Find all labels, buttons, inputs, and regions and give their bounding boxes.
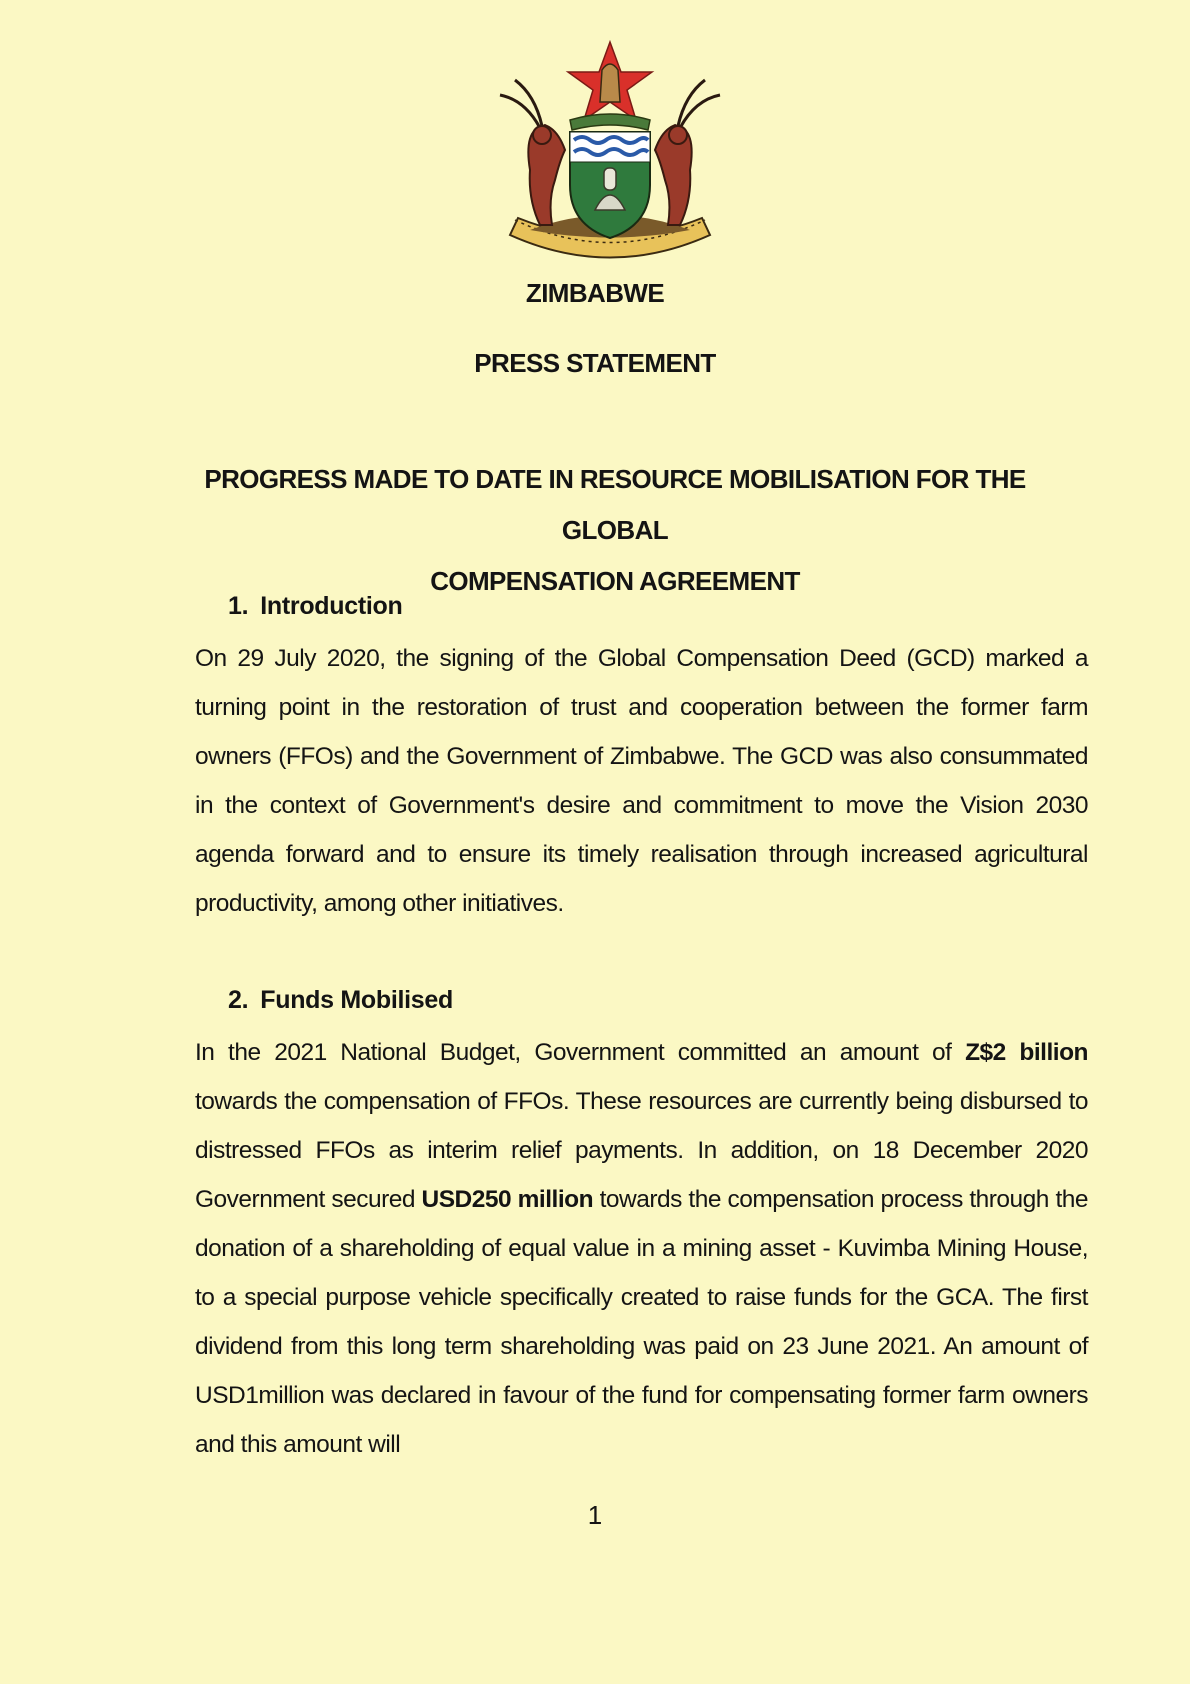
paragraph-text: towards the compensation process through the donation of a shareholding of equal value in a mining asset - Kuvimba Mining House, to a special purpose vehicle specifically created to raise funds for the GCA. The first dividend from this long term shareholding was paid on 23 June 2021. An amount of USD1million was declared in favour of the fund for compensating former farm owners and this amount will bbox=[195, 1186, 1089, 1458]
section-heading-funds-mobilised bbox=[228, 986, 453, 1015]
title-line-1: PROGRESS MADE TO DATE IN RESOURCE MOBILISATION FOR THE GLOBAL bbox=[204, 464, 1026, 545]
page-number: 1 bbox=[587, 1500, 603, 1530]
coat-of-arms-emblem bbox=[470, 40, 750, 270]
funds-mobilised-paragraph bbox=[195, 1028, 1088, 1469]
country-name: ZIMBABWE bbox=[525, 278, 665, 308]
title-line-2: COMPENSATION AGREEMENT bbox=[430, 566, 800, 596]
section-heading-text: Introduction bbox=[260, 592, 403, 620]
introduction-paragraph: On 29 July 2020, the signing of the Global Compensation Deed (GCD) marked a turning point in the restoration of trust and cooperation between the former farm owners (FFOs) and the Government of Zimbabwe. The GCD was also consummated in the context of Government's desire and commitment to move the Vision 2030 agenda forward and to ensure its timely realisation through increased agricultural productivity, among other initiatives. bbox=[195, 645, 1088, 917]
paragraph-text: towards the compensation of FFOs. These resources are currently being disbursed to distressed FFOs as interim relief payments. In addition, on 18 December 2020 Government secured bbox=[195, 1088, 1088, 1213]
amount-usd250-million: USD250 million bbox=[421, 1186, 594, 1213]
section-heading-text: Funds Mobilised bbox=[260, 986, 453, 1014]
section-heading-introduction bbox=[228, 592, 402, 621]
section-number: 1. bbox=[228, 592, 249, 620]
document-type: PRESS STATEMENT bbox=[474, 348, 716, 378]
section-number: 2. bbox=[228, 986, 249, 1014]
amount-z2-billion: Z$2 billion bbox=[965, 1039, 1089, 1066]
document-title bbox=[150, 454, 1080, 607]
paragraph-text: In the 2021 National Budget, Government committed an amount of bbox=[195, 1039, 966, 1066]
